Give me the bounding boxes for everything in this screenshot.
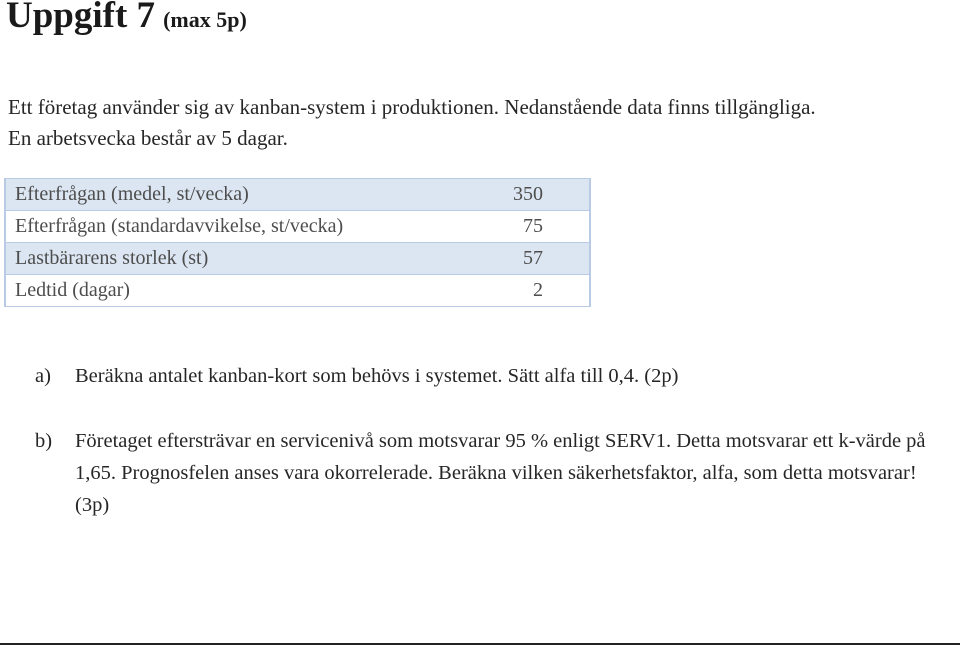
task-heading (6, 0, 247, 37)
intro-text (8, 92, 953, 154)
question-b (35, 425, 955, 521)
question-letter: a) (35, 365, 51, 387)
table-row (5, 211, 590, 243)
row-value: 75 (444, 211, 590, 243)
table-row (5, 243, 590, 275)
data-table (4, 178, 591, 307)
row-label: Ledtid (dagar) (5, 275, 444, 307)
table-row (5, 179, 590, 211)
row-value: 57 (444, 243, 590, 275)
question-text: Beräkna antalet kanban-kort som behövs i systemet. Sätt alfa till 0,4. (2p) (75, 365, 679, 387)
row-label: Efterfrågan (medel, st/vecka) (5, 179, 444, 211)
row-value: 2 (444, 275, 590, 307)
intro-line-2: En arbetsvecka består av 5 dagar. (8, 126, 288, 150)
intro-line-1: Ett företag använder sig av kanban-system i produktionen. Nedanstående data finns tillgängliga. (8, 95, 816, 119)
question-a (35, 360, 955, 392)
question-letter: b) (35, 430, 53, 452)
task-points: (max 5p) (163, 7, 247, 32)
question-text: Företaget eftersträvar en servicenivå som motsvarar 95 % enligt SERV1. Detta motsvarar ett k-värde på 1,65. Prognosfelen anses vara okorrelerade. Beräkna vilken säkerhetsfaktor, alfa, som detta motsvarar! (3p) (75, 430, 926, 516)
row-label: Lastbärarens storlek (st) (5, 243, 444, 275)
task-title: Uppgift 7 (6, 0, 156, 36)
row-value: 350 (444, 179, 590, 211)
row-label: Efterfrågan (standardavvikelse, st/vecka) (5, 211, 444, 243)
page-divider (0, 643, 960, 645)
table-row (5, 275, 590, 307)
